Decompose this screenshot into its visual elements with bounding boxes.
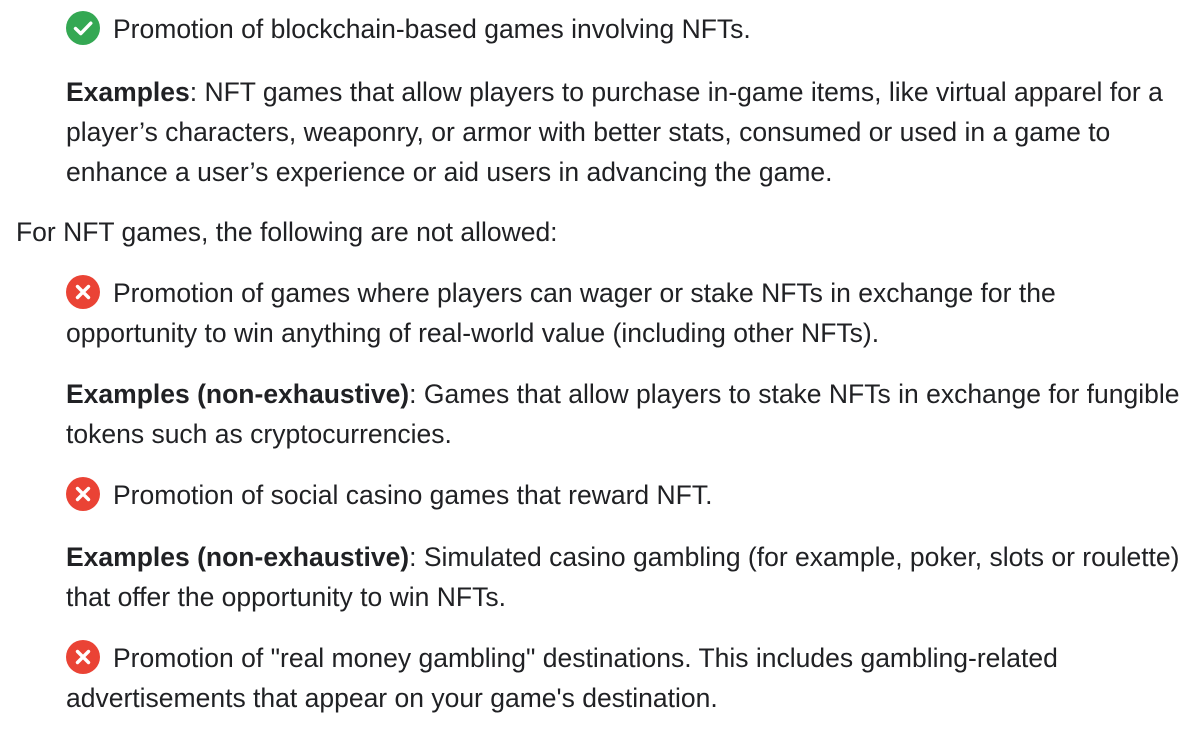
- examples-label: Examples (non-exhaustive): [66, 542, 410, 572]
- disallowed-item-text: Promotion of social casino games that reward NFT.: [113, 480, 713, 510]
- allowed-examples: [66, 72, 1191, 192]
- disallowed-item-text: Promotion of games where players can wager or stake NFTs in exchange for the opportunity to win anything of real-world value (including other NFTs).: [66, 278, 1056, 348]
- examples-label: Examples (non-exhaustive): [66, 379, 410, 409]
- disallowed-item-text: Promotion of "real money gambling" destinations. This includes gambling-related advertisements that appear on your game's destination.: [66, 643, 1058, 713]
- check-circle-icon: [66, 11, 100, 45]
- cross-circle-icon: [66, 477, 100, 511]
- disallowed-examples: [66, 374, 1191, 454]
- examples-label: Examples: [66, 77, 190, 107]
- disallowed-item: [66, 638, 1191, 718]
- disallowed-item: [66, 475, 1191, 515]
- not-allowed-intro: For NFT games, the following are not allowed:: [16, 217, 558, 247]
- examples-text: : Simulated casino gambling (for example, poker, slots or roulette) that offer the opportunity to win NFTs.: [66, 542, 1180, 612]
- allowed-item: [66, 9, 1191, 49]
- cross-circle-icon: [66, 640, 100, 674]
- allowed-item-text: Promotion of blockchain-based games involving NFTs.: [113, 14, 751, 44]
- cross-circle-icon: [66, 275, 100, 309]
- disallowed-item: [66, 273, 1191, 353]
- examples-text: : Games that allow players to stake NFTs in exchange for fungible tokens such as cryptocurrencies.: [66, 379, 1180, 449]
- disallowed-examples: [66, 537, 1191, 617]
- examples-text: : NFT games that allow players to purchase in-game items, like virtual apparel for a player’s characters, weaponry, or armor with better stats, consumed or used in a game to enhance a user’s experience or aid users in advancing the game.: [66, 77, 1163, 187]
